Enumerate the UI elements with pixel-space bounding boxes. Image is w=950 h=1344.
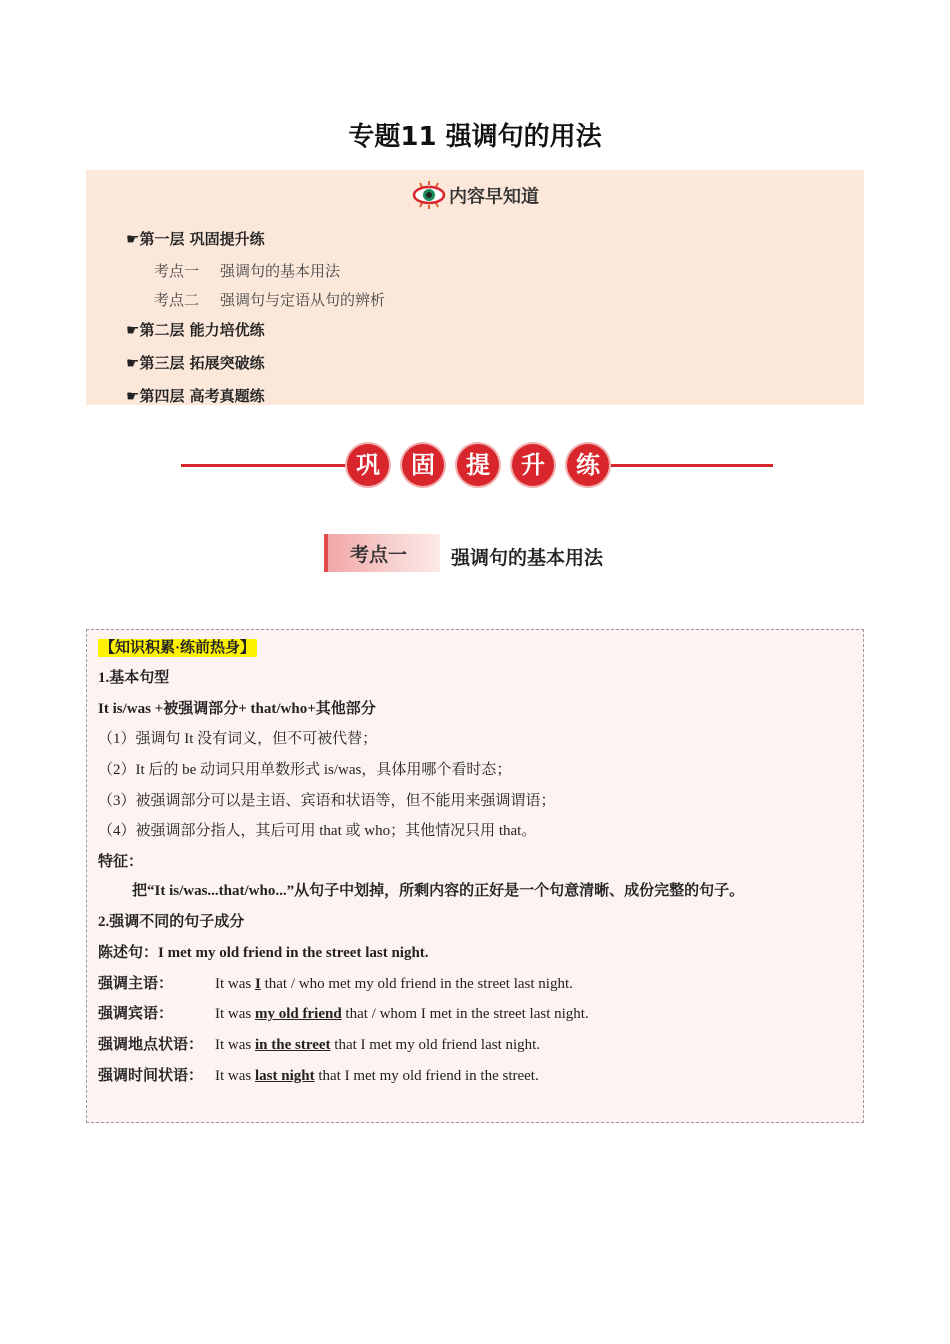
eye-icon bbox=[411, 180, 447, 215]
example-row: 强调宾语： It was my old friend that / whom I met in the street last night. bbox=[98, 1006, 589, 1022]
banner-char: 升 bbox=[512, 444, 554, 486]
rule-item: （3）被强调部分可以是主语、宾语和状语等，但不能用来强调谓语； bbox=[98, 793, 556, 809]
toc-level-1[interactable]: ☛第一层 巩固提升练 bbox=[126, 230, 265, 248]
banner-char: 巩 bbox=[347, 444, 389, 486]
feature-label: 特征： bbox=[98, 854, 144, 870]
knowledge-box bbox=[86, 629, 864, 1123]
banner-char: 练 bbox=[567, 444, 609, 486]
toc-level-4[interactable]: ☛第四层 高考真题练 bbox=[126, 387, 265, 405]
toc-sub-item-2[interactable]: 考点二 强调句与定语从句的辨析 bbox=[154, 293, 386, 309]
feature-text: 把“It is/was...that/who...”从句子中划掉，所剩内容的正好是一个句意清晰、成份完整的句子。 bbox=[132, 883, 745, 899]
toc-header-label: 内容早知道 bbox=[449, 186, 539, 208]
sentence-pattern: It is/was +被强调部分+ that/who+其他部分 bbox=[98, 701, 376, 717]
section-banner bbox=[181, 444, 773, 488]
knowledge-tag: 【知识积累·练前热身】 bbox=[100, 640, 256, 656]
toc-level-2[interactable]: ☛第二层 能力培优练 bbox=[126, 321, 265, 339]
toc-level-3[interactable]: ☛第三层 拓展突破练 bbox=[126, 354, 265, 372]
banner-line-left bbox=[181, 464, 351, 467]
pointing-hand-icon: ☛ bbox=[126, 387, 140, 405]
pointing-hand-icon: ☛ bbox=[126, 354, 140, 372]
banner-char: 提 bbox=[457, 444, 499, 486]
example-row: 强调主语： It was I that / who met my old friend in the street last night. bbox=[98, 976, 573, 992]
document-title: 专题11 强调句的用法 bbox=[348, 122, 602, 152]
toc-header bbox=[86, 180, 864, 215]
section-heading-1: 1.基本句型 bbox=[98, 670, 170, 686]
pointing-hand-icon: ☛ bbox=[126, 230, 140, 248]
example-row: 强调时间状语： It was last night that I met my old friend in the street. bbox=[98, 1068, 539, 1084]
section-heading-2: 2.强调不同的句子成分 bbox=[98, 914, 245, 930]
example-row: 强调地点状语： It was in the street that I met my old friend last night. bbox=[98, 1037, 541, 1053]
statement-sentence: 陈述句：I met my old friend in the street last night. bbox=[98, 945, 429, 961]
kaodian-title: 强调句的基本用法 bbox=[451, 547, 604, 569]
rule-item: （2）It 后的 be 动词只用单数形式 is/was，具体用哪个看时态； bbox=[98, 762, 512, 778]
toc-sub-item-1[interactable]: 考点一 强调句的基本用法 bbox=[154, 264, 341, 280]
pointing-hand-icon: ☛ bbox=[126, 321, 140, 339]
rule-item: （1）强调句 It 没有词义，但不可被代替； bbox=[98, 731, 378, 747]
kaodian-tag: 考点一 bbox=[324, 534, 440, 572]
banner-line-right bbox=[601, 464, 773, 467]
banner-char: 固 bbox=[402, 444, 444, 486]
toc-box bbox=[86, 170, 864, 405]
rule-item: （4）被强调部分指人，其后可用 that 或 who；其他情况只用 that。 bbox=[98, 823, 537, 839]
